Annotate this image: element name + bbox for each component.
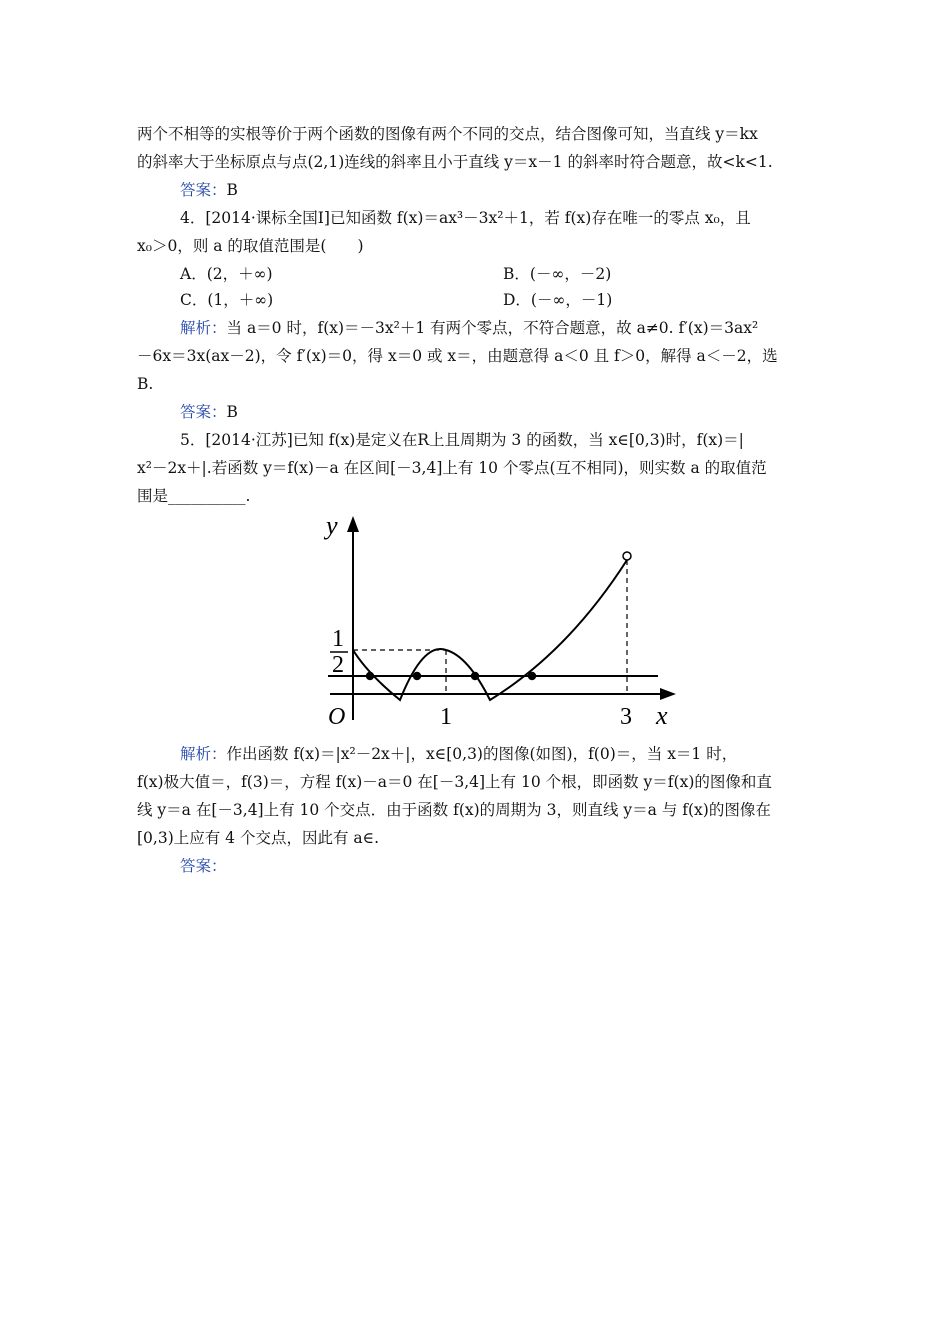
solution-4-line-2: －6x＝3x(ax－2)，令 f′(x)＝0，得 x＝0 或 x＝，由题意得 a＜0 且 f＞0，解得 a＜－2，选 [137,347,778,365]
answer-label: 答案： [180,403,227,421]
origin-label: O [328,704,346,730]
question-4-line-1: 4．[2014·课标全国Ⅰ]已知函数 f(x)＝ax³－3x²＋1，若 f(x)存在唯一的零点 x₀，且 [180,209,751,227]
y-axis-label: y [326,512,338,540]
question-5-line-3: 围是__________. [137,487,251,505]
option-c: C．(1，＋∞) [180,291,274,309]
tick-label-1: 1 [440,704,452,730]
option-a: A．(2，＋∞) [180,265,273,283]
solution-4-line-1 [180,318,758,338]
question-5-line-1: 5．[2014·江苏]已知 f(x)是定义在R上且周期为 3 的函数，当 x∈[0,3)时，f(x)＝| [180,431,744,449]
answer-label: 答案： [180,857,227,875]
question-4-line-2: x₀＞0，则 a 的取值范围是( ) [137,237,364,255]
answer-3 [180,180,238,200]
solution-5-line-4: [0,3)上应有 4 个交点，因此有 a∈. [137,829,380,847]
solution-label: 解析： [180,745,227,763]
solution-text: 当 a＝0 时，f(x)＝－3x²＋1 有两个零点，不符合题意，故 a≠0. f′(x)＝3ax² [226,319,759,337]
half-numerator: 1 [332,626,344,652]
text-line-1: 两个不相等的实根等价于两个函数的图像有两个不同的交点，结合图像可知，当直线 y＝kx [137,125,758,143]
text-line-2: 的斜率大于坐标原点与点(2,1)连线的斜率且小于直线 y＝x－1 的斜率时符合题意，故<k<1. [137,153,773,171]
answer-value: B [226,181,238,199]
half-denominator: 2 [332,652,344,678]
solution-4-line-3: B. [137,375,154,393]
answer-label: 答案： [180,181,227,199]
function-graph [318,512,678,732]
option-b: B．(－∞，－2) [503,265,612,283]
option-d: D．(－∞，－1) [503,291,613,309]
x-axis-label: x [656,701,668,730]
solution-5-line-2: f(x)极大值＝，f(3)＝，方程 f(x)－a＝0 在[－3,4]上有 10 个根，即函数 y＝f(x)的图像和直 [137,773,772,791]
question-5-line-2: x²－2x＋|.若函数 y＝f(x)－a 在区间[－3,4]上有 10 个零点(互不相同)，则实数 a 的取值范 [137,459,767,477]
solution-text: 作出函数 f(x)＝|x²－2x＋|，x∈[0,3)的图像(如图)，f(0)＝，当 x＝1 时， [226,745,738,763]
solution-5-line-1 [180,744,737,764]
tick-label-3: 3 [620,704,632,730]
answer-value: B [226,403,238,421]
answer-4 [180,402,238,422]
solution-5-line-3: 线 y＝a 在[－3,4]上有 10 个交点．由于函数 f(x)的周期为 3，则直线 y＝a 与 f(x)的图像在 [137,801,771,819]
answer-5 [180,856,227,876]
solution-label: 解析： [180,319,227,337]
